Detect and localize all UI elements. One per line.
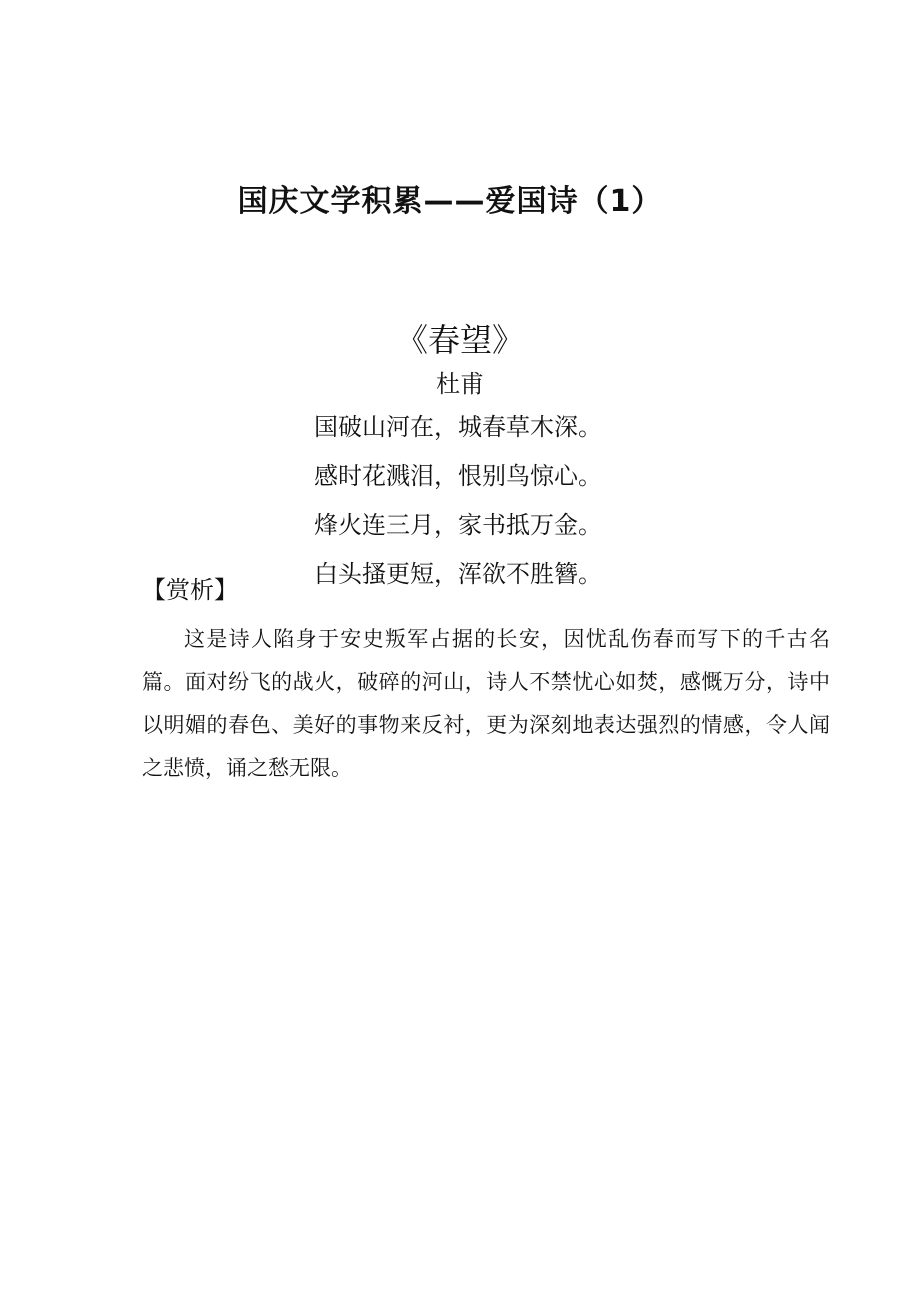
- appreciation-label: 【赏析】: [142, 576, 238, 604]
- appreciation-text: 这是诗人陷身于安史叛军占据的长安，因忧乱伤春而写下的千古名篇。面对纷飞的战火，破碎的河山，诗人不禁忧心如焚，感慨万分，诗中以明媚的春色、美好的事物来反衬，更为深刻地表达强烈的情感，令人闻之悲愤，诵之愁无限。: [142, 627, 830, 780]
- poem-line-4: 白头搔更短，浑欲不胜簪。: [314, 560, 602, 588]
- poem-body: [314, 406, 734, 602]
- poem-author: 杜甫: [436, 370, 484, 398]
- poem-title: 《春望》: [395, 321, 524, 359]
- poem-line-1: 国破山河在，城春草木深。: [314, 413, 602, 441]
- poem-line-2: 感时花溅泪，恨别鸟惊心。: [314, 462, 602, 490]
- poem-line-3: 烽火连三月，家书抵万金。: [314, 511, 602, 539]
- document-title: 国庆文学积累——爱国诗（1）: [237, 184, 663, 219]
